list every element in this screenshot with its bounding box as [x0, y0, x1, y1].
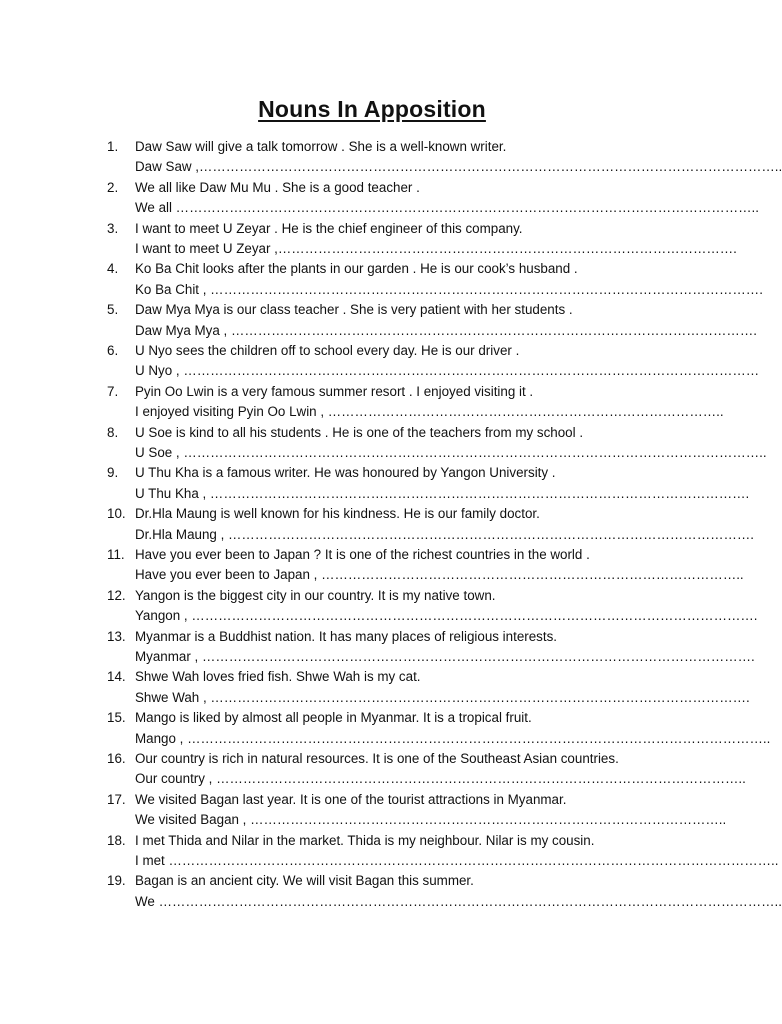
exercise-answer-line: U Soe , ………………………………………………………………………………………………………………….. [135, 444, 767, 460]
exercise-item [107, 300, 757, 341]
exercise-item [107, 871, 782, 912]
exercise-sentence: We visited Bagan last year. It is one of the tourist attractions in Myanmar. [135, 791, 567, 807]
exercise-number: 13. [107, 628, 126, 644]
exercise-answer-line: I want to meet U Zeyar ,…………………………………………………………………………………………. [135, 240, 737, 256]
exercise-number: 15. [107, 710, 126, 726]
exercise-answer-line: We ………………………………………………………………………………………………………………………….. [135, 893, 782, 909]
exercise-sentence: Daw Saw will give a talk tomorrow . She is a well-known writer. [135, 139, 507, 154]
exercise-number: 6. [107, 342, 119, 358]
exercise-sentence: I met Thida and Nilar in the market. Thida is my neighbour. Nilar is my cousin. [135, 832, 595, 848]
exercise-item [107, 504, 754, 545]
exercise-answer-line: Ko Ba Chit , ……………………………………………………………………………………………………………. [135, 281, 763, 297]
exercise-item [107, 178, 759, 219]
exercise-sentence: Have you ever been to Japan ? It is one of the richest countries in the world . [135, 546, 590, 562]
exercise-answer-line: Shwe Wah , …………………………………………………………………………………………………………. [135, 689, 750, 705]
exercise-item [107, 586, 758, 627]
worksheet-title: Nouns In Apposition [258, 96, 486, 122]
exercise-number: 5. [107, 302, 119, 318]
exercise-sentence: Mango is liked by almost all people in Myanmar. It is a tropical fruit. [135, 710, 532, 726]
exercise-answer-line: Myanmar , ……………………………………………………………………………………………………………. [135, 648, 755, 664]
exercise-number: 2. [107, 179, 119, 195]
exercise-answer-line: Dr.Hla Maung , ………………………………………………………………………………………………………. [135, 526, 754, 542]
exercise-answer-line: We visited Bagan , …………………………………………………………………………………………….. [135, 812, 727, 828]
exercise-sentence: Dr.Hla Maung is well known for his kindness. He is our family doctor. [135, 506, 540, 522]
exercise-sentence: We all like Daw Mu Mu . She is a good teacher . [135, 179, 420, 195]
exercise-answer-line: Daw Saw ,………………………………………………………………………………………………………………….. [135, 159, 782, 175]
exercise-number: 14. [107, 669, 126, 685]
exercise-number: 7. [107, 383, 119, 399]
exercise-item [107, 137, 782, 178]
exercise-number: 10. [107, 506, 126, 522]
exercise-sentence: I want to meet U Zeyar . He is the chief engineer of this company. [135, 220, 523, 236]
exercise-number: 19. [107, 873, 126, 889]
exercise-number: 12. [107, 587, 126, 603]
exercise-item [107, 790, 727, 831]
exercise-sentence: U Nyo sees the children off to school every day. He is our driver . [135, 342, 520, 358]
exercise-item [107, 545, 744, 586]
exercise-number: 8. [107, 424, 119, 440]
exercise-number: 16. [107, 750, 126, 766]
exercise-answer-line: I met ……………………………………………………………………………………………………………………….. [135, 852, 779, 868]
exercise-item [107, 463, 750, 504]
exercise-sentence: U Thu Kha is a famous writer. He was honoured by Yangon University . [135, 465, 556, 481]
exercise-number: 3. [107, 220, 119, 236]
exercise-sentence: Daw Mya Mya is our class teacher . She is very patient with her students . [135, 302, 573, 318]
exercise-item [107, 382, 724, 423]
exercise-item [107, 667, 750, 708]
exercise-number: 17. [107, 791, 126, 807]
exercise-sentence: Ko Ba Chit looks after the plants in our garden . He is our cook’s husband . [135, 261, 578, 277]
exercise-item [107, 831, 779, 872]
exercise-answer-line: Have you ever been to Japan , ………………………………………………………………………………….. [135, 567, 744, 583]
exercise-number: 11. [107, 546, 125, 562]
exercise-number: 4. [107, 261, 119, 277]
exercise-answer-line: Yangon , ………………………………………………………………………………………………………………. [135, 608, 758, 624]
exercise-sentence: Yangon is the biggest city in our country. It is my native town. [135, 587, 496, 603]
exercise-item [107, 423, 767, 464]
exercise-number: 1. [107, 139, 119, 154]
exercise-item [107, 219, 737, 260]
exercise-sentence: Our country is rich in natural resources. It is one of the Southeast Asian countries. [135, 750, 619, 766]
exercise-list [107, 137, 782, 912]
exercise-answer-line: We all ………………………………………………………………………………………………………………….. [135, 200, 759, 216]
exercise-sentence: Pyin Oo Lwin is a very famous summer resort . I enjoyed visiting it . [135, 383, 534, 399]
exercise-item [107, 341, 760, 382]
exercise-number: 9. [107, 465, 119, 481]
exercise-sentence: U Soe is kind to all his students . He is one of the teachers from my school . [135, 424, 584, 440]
exercise-answer-line: Daw Mya Mya , ………………………………………………………………………………………………………. [135, 322, 757, 338]
exercise-answer-line: U Nyo , ………………………………………………………………………………………………………………… [135, 363, 760, 379]
exercise-item [107, 749, 746, 790]
exercise-sentence: Shwe Wah loves fried fish. Shwe Wah is my cat. [135, 669, 421, 685]
exercise-answer-line: Our country , ……………………………………………………………………………………………………….. [135, 771, 746, 787]
exercise-sentence: Myanmar is a Buddhist nation. It has many places of religious interests. [135, 628, 558, 644]
exercise-item [107, 708, 771, 749]
exercise-item [107, 259, 763, 300]
exercise-sentence: Bagan is an ancient city. We will visit Bagan this summer. [135, 873, 474, 889]
exercise-answer-line: Mango , ………………………………………………………………………………………………………………….. [135, 730, 771, 746]
exercise-item [107, 627, 755, 668]
exercise-number: 18. [107, 832, 126, 848]
exercise-answer-line: I enjoyed visiting Pyin Oo Lwin , …………………………………………………………………………….. [135, 404, 724, 420]
exercise-answer-line: U Thu Kha , …………………………………………………………………………………………………………. [135, 485, 750, 501]
